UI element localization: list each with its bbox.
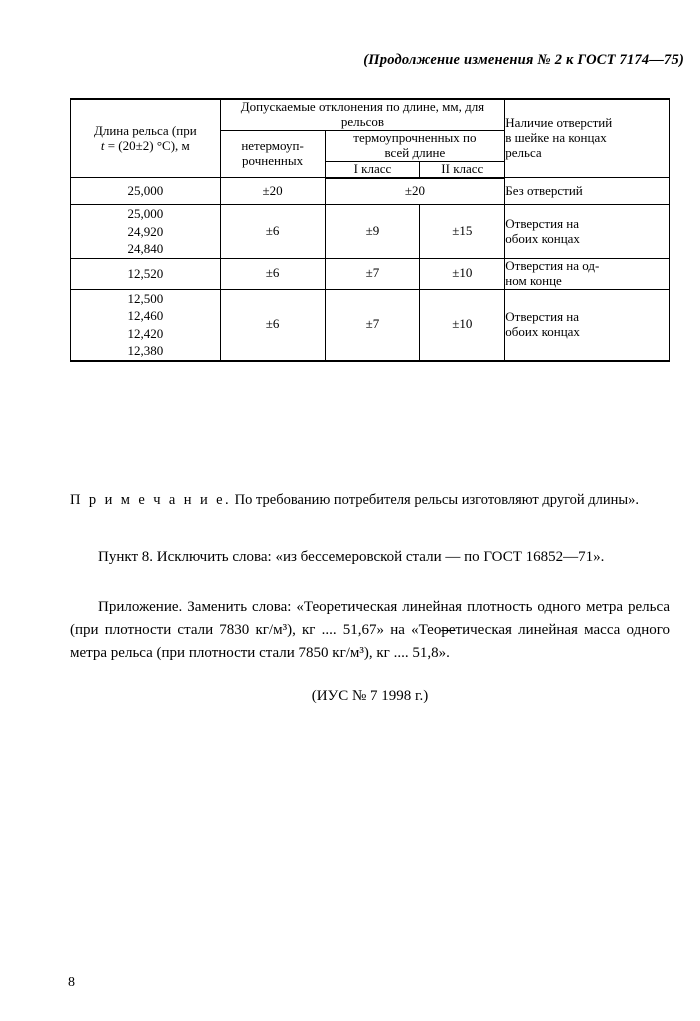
cell-length: 12,500 12,460 12,420 12,380 <box>71 289 221 361</box>
note-text: По требованию потребителя рельсы изготовляют другой длины». <box>231 492 640 508</box>
header-holes: Наличие отверстий в шейке на концах рельса <box>505 99 670 178</box>
appendix-text-before: Приложение. Заменить слова: «Теоретическая линейная плотность одного метра рельса (при плотности стали 7830 кг/м³), кг .... 51,67» на «Тео <box>70 599 670 638</box>
table-header-row-1 <box>71 99 670 130</box>
page-number: 8 <box>68 975 75 990</box>
note-paragraph <box>70 490 670 512</box>
paragraph-item-8: Пункт 8. Исключить слова: «из бессемеровской стали — по ГОСТ 16852—71». <box>98 549 605 565</box>
cell-holes: Без отверстий <box>505 178 670 205</box>
cell-length: 25,000 <box>71 178 221 205</box>
cell-class-2: ±10 <box>420 289 505 361</box>
cell-non-hardened: ±20 <box>220 178 325 205</box>
rail-length-table <box>70 98 670 362</box>
header-temp-symbol: t <box>100 137 105 153</box>
cell-non-hardened: ±6 <box>220 289 325 361</box>
table-body <box>71 178 670 361</box>
header-class-2: II класс <box>420 161 505 177</box>
cell-holes: Отверстия на обоих концах <box>505 205 670 259</box>
cell-class-1: ±7 <box>325 289 420 361</box>
table-row <box>71 205 670 259</box>
cell-non-hardened: ±6 <box>220 258 325 289</box>
cell-class-2: ±10 <box>420 258 505 289</box>
cell-holes: Отверстия на обоих концах <box>505 289 670 361</box>
header-length: Длина рельса (при t = (20±2) °С), м <box>71 99 221 178</box>
table-head <box>71 99 670 178</box>
appendix-struck-text: ре <box>441 621 456 638</box>
table-row <box>71 289 670 361</box>
cell-holes: Отверстия на од- ном конце <box>505 258 670 289</box>
header-deviations: Допускаемые отклонения по длине, мм, для рельсов <box>220 99 505 130</box>
cell-class-1: ±9 <box>325 205 420 259</box>
rail-length-table-wrapper <box>70 98 670 362</box>
appendix-text-after: тическая линейная масса одного метра рельса (при плотности стали 7850 кг/м³), кг .... 51,8». <box>70 621 671 661</box>
header-class-1: I класс <box>325 161 420 177</box>
cell-class-1: ±7 <box>325 258 420 289</box>
cell-hardened-span: ±20 <box>325 178 505 205</box>
ius-reference: (ИУС № 7 1998 г.) <box>311 688 429 704</box>
cell-non-hardened: ±6 <box>220 205 325 259</box>
table-row <box>71 258 670 289</box>
running-header: (Продолжение изменения № 2 к ГОСТ 7174—75) <box>363 52 684 68</box>
cell-length: 25,000 24,920 24,840 <box>71 205 221 259</box>
header-non-hardened: нетермоуп- рочненных <box>220 130 325 177</box>
cell-length: 12,520 <box>71 258 221 289</box>
paragraph-appendix <box>70 596 670 664</box>
table-row <box>71 178 670 205</box>
cell-class-2: ±15 <box>420 205 505 259</box>
note-label: П р и м е ч а н и е. <box>70 492 232 508</box>
header-hardened: термоупрочненных по всей длине <box>325 130 505 161</box>
